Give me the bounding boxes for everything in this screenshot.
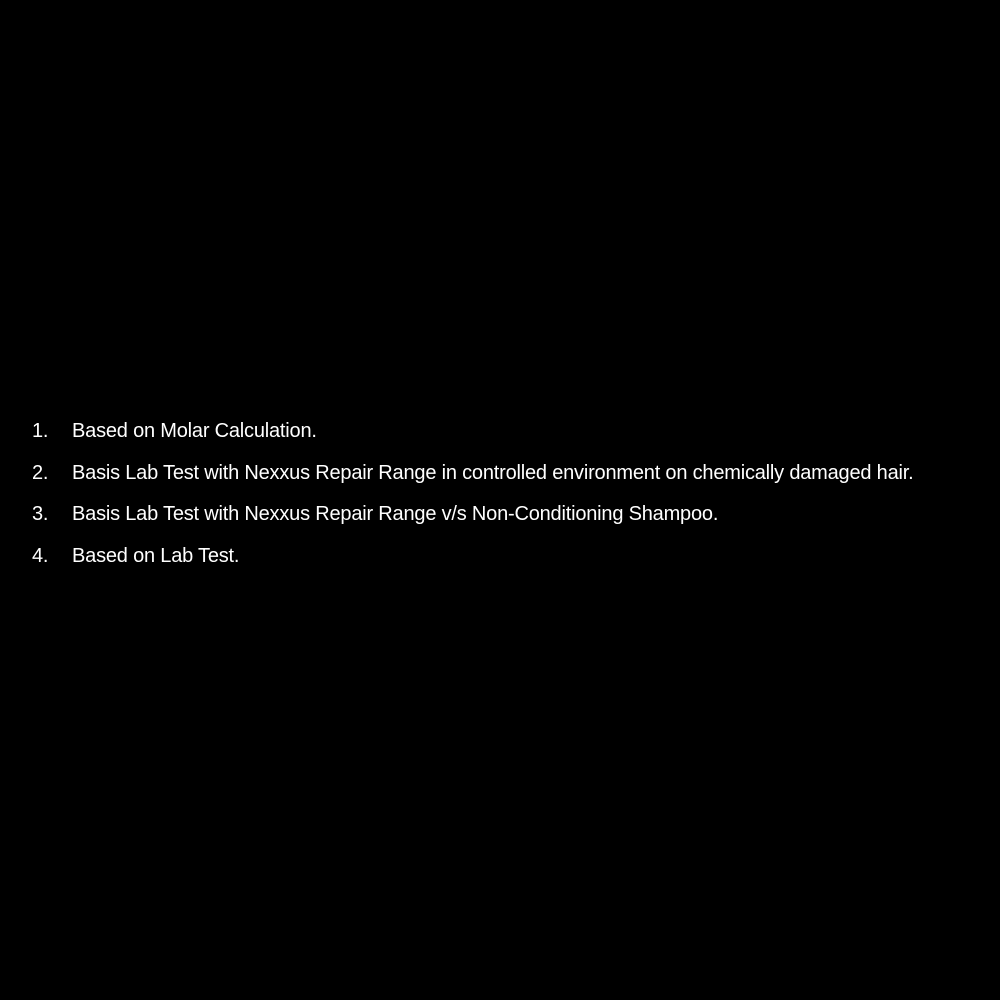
item-text: Based on Molar Calculation. xyxy=(72,420,317,442)
list-item xyxy=(32,536,992,578)
list-item xyxy=(32,494,992,536)
item-number: 4. xyxy=(32,544,49,567)
item-number: 1. xyxy=(32,420,49,442)
item-text: Based on Lab Test. xyxy=(72,544,240,567)
item-number: 3. xyxy=(32,503,49,525)
item-number: 2. xyxy=(32,461,49,484)
footnotes-list xyxy=(32,411,992,577)
list-item xyxy=(32,411,992,453)
item-text: Basis Lab Test with Nexxus Repair Range v/s Non-Conditioning Shampoo. xyxy=(72,503,719,525)
item-text: Basis Lab Test with Nexxus Repair Range in controlled environment on chemically damaged hair. xyxy=(72,461,914,484)
list-item xyxy=(32,453,992,495)
